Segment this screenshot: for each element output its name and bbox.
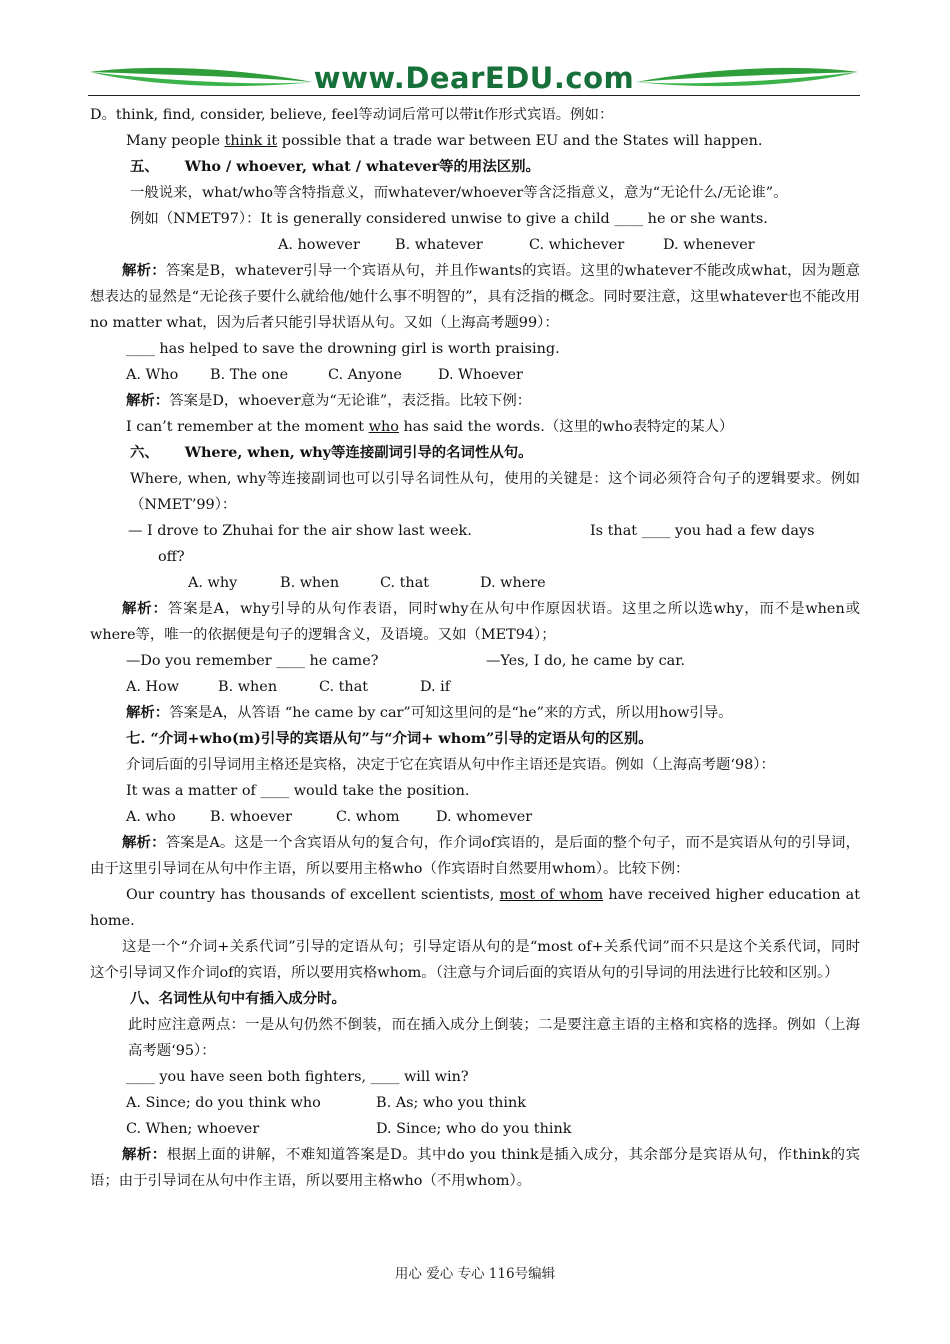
example-dialogue: — I drove to Zhuhai for the air show last week. Is that ____ you had a few days [128,523,815,539]
example-question: It was a matter of ____ would take the position. [126,783,470,799]
underlined-phrase: most of whom [499,887,604,903]
analysis-paragraph: 解析：根据上面的讲解，不难知道答案是D。其中do you think是插入成分，其余部分是宾语从句，作think的宾语；由于引导词在从句中作主语，所以要用主格who（不用whom）。 [90,1146,860,1189]
example-question: ____ you have seen both fighters, ____ will win? [126,1069,469,1085]
analysis-paragraph: 解析：答案是A，why引导的从句作表语，同时why在从句中作原因状语。这里之所以选why，而不是when或 where等，唯一的依据便是句子的逻辑含义，及语境。又如（MET94）； [90,600,860,643]
section-heading-7: 七. “介词+who(m)引导的宾语从句”与“介词+ whom”引导的定语从句的区别。 [126,730,653,747]
paragraph-line: D。think, find, consider, believe, feel等动词后常可以带it作形式宾语。例如： [90,107,614,123]
example-dialogue: —Do you remember ____ he came? —Yes, I do, he came by car. [126,653,686,669]
analysis-paragraph: 解析：答案是A。这是一个含宾语从句的复合句，作介词of宾语的，是后面的整个句子，而不是宾语从句的引导词，由于这里引导词在从句中作主语，所以要用主格who（作宾语时自然要用whom）。比较下例： [90,834,860,877]
section-heading-8: 八、名词性从句中有插入成分时。 [130,990,346,1007]
paragraph-line: 介词后面的引导词用主格还是宾格，决定于它在宾语从句中作主语还是宾语。例如（上海高考题‘98）： [126,757,775,773]
site-header [88,60,860,96]
section-heading-6: 六、 Where, when, why等连接副词引导的名词性从句。 [130,444,533,461]
paragraph-line: Where, when, why等连接副词也可以引导名词性从句，使用的关键是：这个词必须符合句子的逻辑要求。例如（NMET’99）： [130,471,860,513]
analysis-paragraph: 解析：答案是B，whatever引导一个宾语从句，并且作wants的宾语。这里的whatever不能改成what，因为题意想表达的显然是“无论孩子要什么就给他/她什么事不明智的”，具有泛指的概念。同时要注意，这里whatever也不能改用no matter what，因为后者只能引导状语从句。又如（上海高考题99）： [90,262,860,331]
answer-options: A. Since; do you think who B. As; who you think [126,1095,527,1111]
answer-options: A. Who B. The one C. Anyone D. Whoever [126,367,523,383]
answer-options: A. why B. when C. that D. where [188,575,546,591]
example-dialogue-continued: off? [158,549,185,565]
analysis-paragraph: 解析：答案是D，whoever意为“无论谁”，表泛指。比较下例： [126,392,532,409]
header-rule [88,95,860,96]
paragraph-line: 此时应注意两点：一是从句仍然不倒装，而在插入成分上倒装；二是要注意主语的主格和宾格的选择。例如（上海高考题‘95）： [128,1017,860,1059]
section-heading-5: 五、 Who / whoever, what / whatever等的用法区别。 [130,158,540,175]
paragraph-line: 一般说来，what/who等含特指意义，而whatever/whoever等含泛指意义，意为“无论什么/无论谁”。 [130,185,788,201]
page-footer: 用心 爱心 专心 116号编辑 [394,1266,556,1282]
example-sentence: I can’t remember at the moment who has said the words.（这里的who表特定的某人） [126,419,734,435]
example-sentence: Many people think it possible that a trade war between EU and the States will happen. [126,133,763,149]
example-sentence: Our country has thousands of excellent scientists, most of whom have received higher education at home. [90,887,860,929]
site-logo[interactable]: www.DearEDU.com [313,61,635,95]
answer-options: A. however B. whatever C. whichever D. whenever [278,237,755,253]
underlined-phrase: think it [224,133,278,149]
example-question: ____ has helped to save the drowning girl is worth praising. [126,341,560,357]
answer-options: A. who B. whoever C. whom D. whomever [126,809,533,825]
underlined-word: who [368,419,399,435]
example-question: 例如（NMET97）：It is generally considered unwise to give a child ____ he or she wants. [130,211,768,227]
paragraph-line: 这是一个“介词+关系代词”引导的定语从句；引导定语从句的是“most of+关系代词”而不只是这个关系代词，同时这个引导词又作介词of的宾语，所以要用宾格whom。（注意与介词后面的宾语从句的引导词的用法进行比较和区别。） [90,939,860,981]
analysis-paragraph: 解析：答案是A，从答语 “he came by car”可知这里问的是“he”来的方式，所以用how引导。 [126,704,733,721]
answer-options: C. When; whoever D. Since; who do you think [126,1121,572,1137]
answer-options: A. How B. when C. that D. if [126,679,451,695]
document-body [90,102,860,1194]
